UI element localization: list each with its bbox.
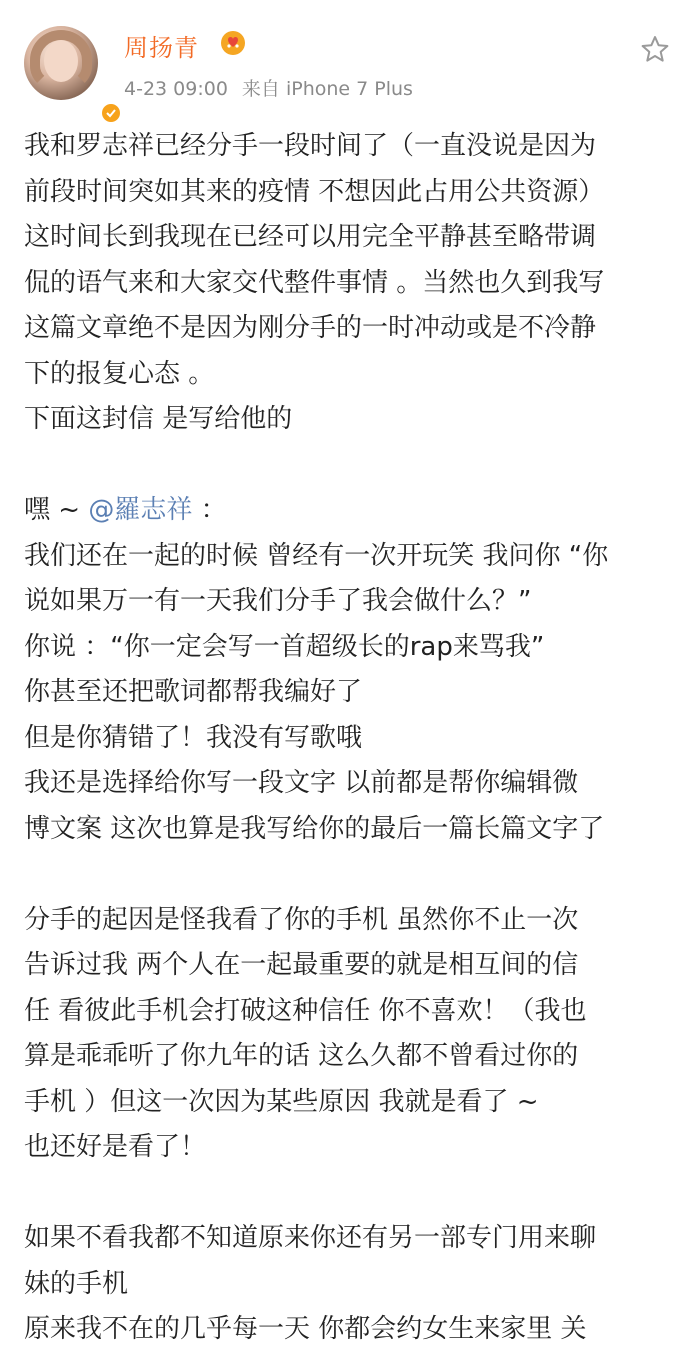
post-text-line: 分手的起因是怪我看了你的手机 虽然你不止一次 <box>24 904 579 935</box>
mention-link[interactable]: @羅志祥 <box>88 495 193 525</box>
post-header <box>0 0 696 110</box>
post-date: 4-23 09:00 <box>124 78 228 100</box>
post-text-line: 说如果万一有一天我们分手了我会做什么？” <box>24 586 532 616</box>
post-text-line: 手机 ）但这一次因为某些原因 我就是看了 ~ <box>24 1086 539 1117</box>
post-text-line: 妹的手机 <box>24 1268 129 1299</box>
post-meta <box>124 74 427 101</box>
verified-badge-icon <box>100 102 122 124</box>
post-text-line: 侃的语气来和大家交代整件事情 。当然也久到我写 <box>24 267 605 298</box>
post-text-line: 如果不看我都不知道原来你还有另一部专门用来聊 <box>24 1223 597 1253</box>
avatar-face <box>44 40 78 82</box>
author-name[interactable]: 周扬青 <box>124 34 199 62</box>
post-text-line: 这时间长到我现在已经可以用完全平静甚至略带调 <box>24 222 597 252</box>
post-text-line: 我和罗志祥已经分手一段时间了（一直没说是因为 <box>24 131 597 161</box>
greeting-suffix: ： <box>192 495 227 525</box>
vip-heart-icon <box>220 30 246 56</box>
post-text-line: 我们还在一起的时候 曾经有一次开玩笑 我问你 “你 <box>24 540 609 571</box>
greeting-line <box>24 488 674 534</box>
post-text-line: 你说 ：“你一定会写一首超级长的rap来骂我” <box>24 631 545 662</box>
post-text-line: 算是乖乖听了你九年的话 这么久都不曾看过你的 <box>24 1041 579 1071</box>
blank-line <box>24 1171 674 1217</box>
post-text-line: 但是你猜错了！我没有写歌哦 <box>24 722 363 753</box>
post-text-line: 告诉过我 两个人在一起最重要的就是相互间的信 <box>24 950 579 980</box>
greeting-prefix: 嘿 ~ <box>24 495 89 525</box>
star-outline-icon[interactable] <box>640 34 670 64</box>
post-text-line: 原来我不在的几乎每一天 你都会约女生来家里 关 <box>24 1314 587 1344</box>
post-text-line: 前段时间突如其来的疫情 不想因此占用公共资源） <box>24 176 605 207</box>
post-source[interactable]: 来自 iPhone 7 Plus <box>241 78 413 100</box>
avatar[interactable] <box>24 26 98 100</box>
post-text-line: 我还是选择给你写一段文字 以前都是帮你编辑微 <box>24 768 579 798</box>
post-body <box>24 124 674 1353</box>
post-text-line: 下的报复心态 。 <box>24 358 215 389</box>
post-text-line: 任 看彼此手机会打破这种信任 你不喜欢！（我也 <box>24 995 587 1026</box>
post-text-line: 这篇文章绝不是因为刚分手的一时冲动或是不冷静 <box>24 313 597 343</box>
post-text-line: 博文案 这次也算是我写给你的最后一篇长篇文字了 <box>24 813 605 844</box>
blank-line <box>24 443 674 489</box>
blank-line <box>24 852 674 898</box>
post-text-line: 你甚至还把歌词都帮我编好了 <box>24 677 363 707</box>
post-text-line: 下面这封信 是写给他的 <box>24 404 293 434</box>
post-text-line: 也还好是看了！ <box>24 1132 207 1162</box>
